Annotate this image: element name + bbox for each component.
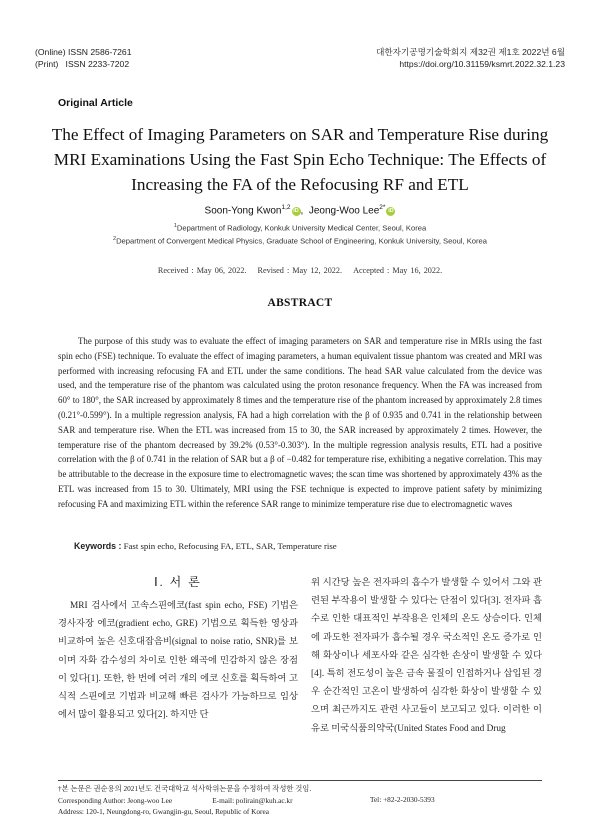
print-issn: (Print) ISSN 2233-7202 [35, 59, 130, 69]
footnote-thesis-note: †본 논문은 권순용의 2021년도 건국대학교 석사학위논문을 수정하여 작성한 것임. [58, 784, 312, 793]
article-type: Original Article [58, 97, 133, 109]
body-text-left-column: MRI 검사에서 고속스핀에코(fast spin echo, FSE) 기법은 경사자장 에코(gradient echo, GRE) 기법으로 획득한 영상과 비교하여 높은 신호대잡음비(signal to noise ratio, SNR)를 보이며 자화 감수성의 차이로 인한 왜곡에 민감하지 않은 장점이 있다[1]. 또한, 한 번에 여러 개의 에코 신호를 획득하여 고식적 스핀에코 기법과 비교해 빠른 검사가 가능하므로 임상에서 많이 활용되고 있다[2]. 하지만 단 [58, 601, 298, 721]
paper-title: The Effect of Imaging Parameters on SAR and Temperature Rise during MRI Examinations Using the Fast Spin Echo Technique: The Effects of Increasing the FA of the Refocusing RF and ETL [51, 125, 549, 194]
journal-issn [35, 46, 132, 70]
affiliation-number: 2 [113, 236, 117, 242]
accepted-date: Accepted : May 16, 2022. [353, 266, 443, 275]
abstract-body: The purpose of this study was to evaluate the effect of imaging parameters on SAR and temperature rise in MRIs using the fast spin echo (FSE) technique. To evaluate the effect of imaging parameters, a human equivalent tissue phantom was created and MRI was performed with increasing refocusing FA and ETL under the same conditions. The head SAR value calculated from the device was used, and the temperature rise of the phantom was calculated using the proton resonance frequency. When the FA was increased from 60° to 180°, the SAR increased by approximately 8 times and the temperature rise of the phantom increased by approximately 2.8 times (0.21°-0.599°). In a multiple regression analysis, FA had a high correlation with the β of 0.935 and 0.741 in the relationship between SAR and temperature rise. When the ETL was increased from 15 to 30, the SAR increased by approximately 2 times. However, the temperature rise of the phantom decreased by 39.2% (0.53°-0.303°). In the multiple regression analysis results, ETL had a positive correlation with the β of 0.741 in the relation of SAR but a β of −0.482 for temperature rise, exhibiting a negative correlation. This may be attributable to the decrease in the exposure time to electromagnetic waves; the scan time was shortened by approximately 43% as the ETL was increased from 15 to 30. Ultimately, MRI using the FSE technique is expected to improve patient safety by minimizing refocusing FA and maximizing ETL within the reference SAR range to minimize temperature rise due to electromagnetic waves [58, 336, 542, 509]
received-date: Received : May 06, 2022. [157, 266, 247, 275]
footnote [58, 783, 311, 818]
journal-volume: 대한자기공명기술학회지 제32권 제1호 2022년 6월 [376, 47, 565, 57]
doi-link[interactable]: https://doi.org/10.31159/ksmrt.2022.32.1.23 [399, 59, 565, 69]
affiliation-text: Department of Radiology, Konkuk University Medical Center, Seoul, Korea [176, 223, 427, 233]
orcid-icon[interactable]: iD [388, 208, 394, 215]
footnote-divider [58, 780, 542, 781]
keywords-list: Fast spin echo, Refocusing FA, ETL, SAR, Temperature rise [123, 541, 337, 551]
body-text-right-column: 위 시간당 높은 전자파의 흡수가 발생할 수 있어서 그와 관련된 부작용이 발생할 수 있다는 단점이 있다[3]. 전자파 흡수로 인한 대표적인 부작용은 인체의 온도 상승이다. 인체에 과도한 전자파가 흡수될 경우 국소적인 온도 증가로 인해 화상이나 세포사와 같은 심각한 손상이 발생할 수 있다[4]. 특히 전도성이 높은 금속 물질이 인접하거나 삽입된 경우 순간적인 고온이 발생하여 심각한 화상이 발생할 수 있으며 최근까지도 관련 사고들이 보고되고 있다. 이러한 이유로 미국식품의약국(United States Food and Drug [311, 578, 542, 734]
affiliation-text: Department of Convergent Medical Physics, Graduate School of Engineering, Konkuk University, Seoul, Korea [116, 236, 487, 246]
manuscript-dates [40, 266, 560, 275]
keywords [74, 541, 337, 551]
journal-citation [376, 46, 565, 70]
author-affiliation-mark: 2* [379, 204, 386, 211]
orcid-icon[interactable]: iD [293, 208, 299, 215]
abstract-heading: ABSTRACT [267, 297, 333, 309]
author-name: Jeong-Woo Lee [308, 205, 380, 217]
footnote-telephone: Tel: +82-2-2030-5393 [370, 794, 435, 804]
keywords-label: Keywords : [74, 541, 122, 551]
affiliation-2 [40, 233, 560, 248]
footnote-corresponding: Corresponding Author: Jeong-woo Lee E-mail: polirain@kuh.ac.kr [58, 795, 293, 805]
online-issn: (Online) ISSN 2586-7261 [35, 47, 132, 57]
author-name: Soon-Yong Kwon [204, 205, 282, 217]
author-affiliation-mark: 1,2 [281, 204, 291, 211]
affiliation-number: 1 [173, 223, 177, 229]
author-line: Soon-Yong Kwon$^{1,2}$iD , Jeong-Woo Lee$^{2*}$iD [204, 204, 394, 217]
footnote-address: Address: 120-1, Neungdong-ro, Gwangjin-gu, Seoul, Republic of Korea [58, 807, 269, 816]
section-heading: Ⅰ. 서 론 [154, 575, 202, 589]
revised-date: Revised : May 12, 2022. [257, 266, 343, 275]
